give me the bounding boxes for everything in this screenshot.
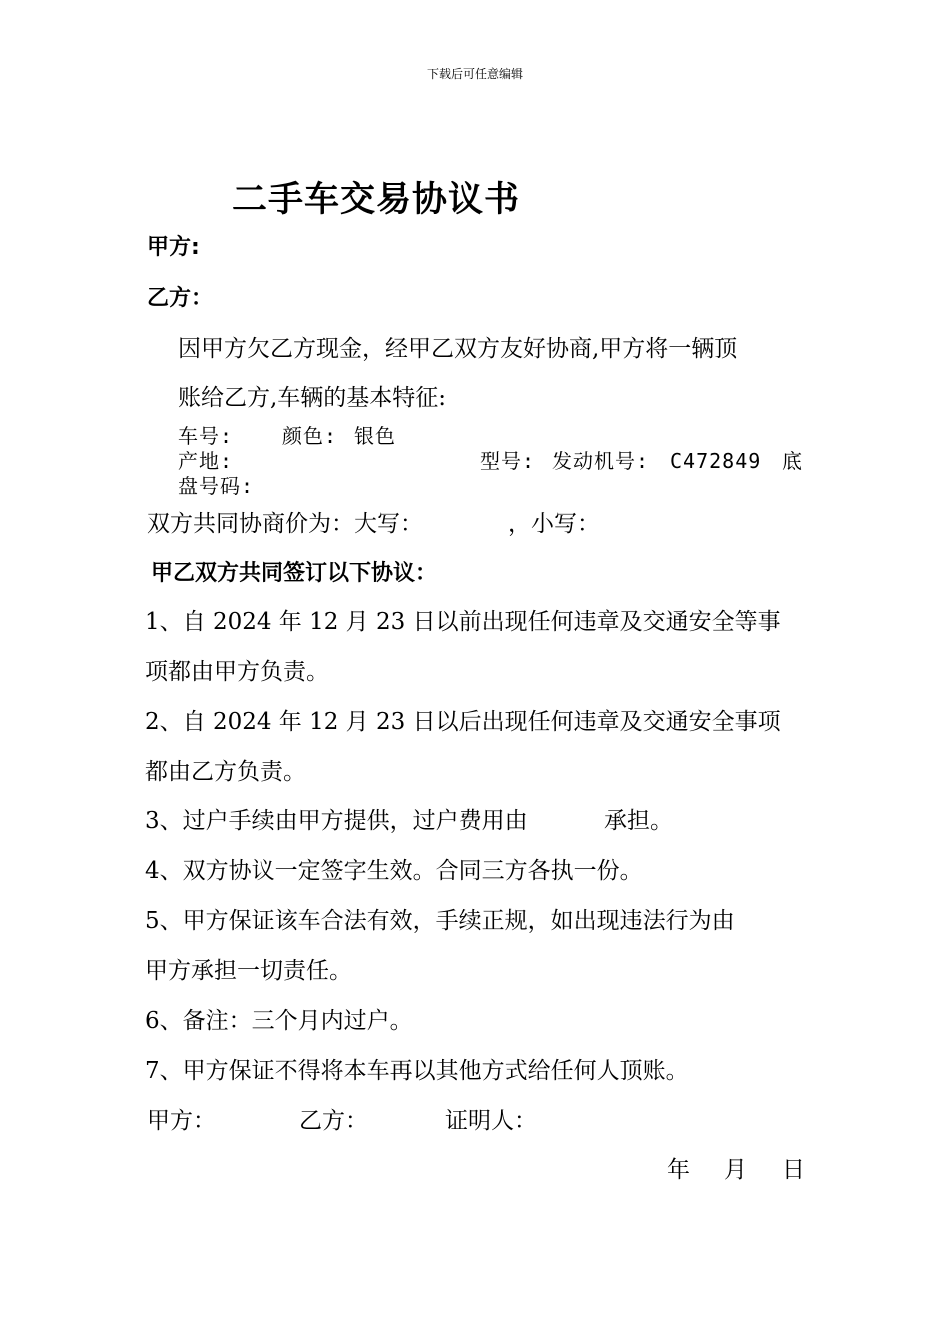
clause-3-part-1: 3、过户手续由甲方提供，过户费用由 xyxy=(145,808,528,834)
clause-1-line-2: 项都由甲方负责。 xyxy=(145,659,329,685)
chassis-label: 盘号码: xyxy=(178,474,255,498)
intro-line-2: 账给乙方,车辆的基本特征: xyxy=(178,385,447,411)
date-month: 月 xyxy=(724,1157,747,1183)
clause-4: 4、双方协议一定签字生效。合同三方各执一份。 xyxy=(145,858,643,884)
signature-party-a: 甲方： xyxy=(147,1108,216,1134)
party-a-label: 甲方: xyxy=(147,235,200,260)
clause-7: 7、甲方保证不得将本车再以其他方式给任何人顶账。 xyxy=(145,1058,689,1084)
engine-value: C472849 xyxy=(670,449,762,473)
color-label: 颜色: xyxy=(282,424,338,448)
clause-2-line-2: 都由乙方负责。 xyxy=(145,759,306,785)
document-title: 二手车交易协议书 xyxy=(232,180,521,220)
price-small-label: ，小写： xyxy=(508,511,600,537)
date-day: 日 xyxy=(782,1157,805,1183)
clause-5-line-2: 甲方承担一切责任。 xyxy=(145,958,352,984)
clause-3-part-2: 承担。 xyxy=(604,808,673,834)
color-value: 银色 xyxy=(354,424,396,448)
agreement-heading: 甲乙双方共同签订以下协议： xyxy=(151,561,438,586)
clause-1-line-1: 1、自 2024 年 12 月 23 日以前出现任何违章及交通安全等事 xyxy=(145,609,781,635)
party-b-label: 乙方： xyxy=(147,286,214,311)
model-label: 型号: xyxy=(480,449,536,473)
date-year: 年 xyxy=(667,1157,690,1183)
clause-5-line-1: 5、甲方保证该车合法有效，手续正规，如出现违法行为由 xyxy=(145,908,735,934)
intro-line-1: 因甲方欠乙方现金，经甲乙双方友好协商,甲方将一辆顶 xyxy=(178,336,738,362)
plate-label: 车号: xyxy=(178,424,234,448)
signature-witness: 证明人： xyxy=(445,1108,537,1134)
chassis-prefix: 底 xyxy=(782,449,803,473)
origin-label: 产地: xyxy=(178,449,234,473)
clause-2-line-1: 2、自 2024 年 12 月 23 日以后出现任何违章及交通安全事项 xyxy=(145,709,781,735)
clause-6: 6、备注：三个月内过户。 xyxy=(145,1008,413,1034)
price-label: 双方共同协商价为：大写： xyxy=(147,511,423,537)
engine-label: 发动机号: xyxy=(552,449,650,473)
header-note: 下载后可任意编辑 xyxy=(426,67,523,81)
signature-party-b: 乙方： xyxy=(299,1108,368,1134)
